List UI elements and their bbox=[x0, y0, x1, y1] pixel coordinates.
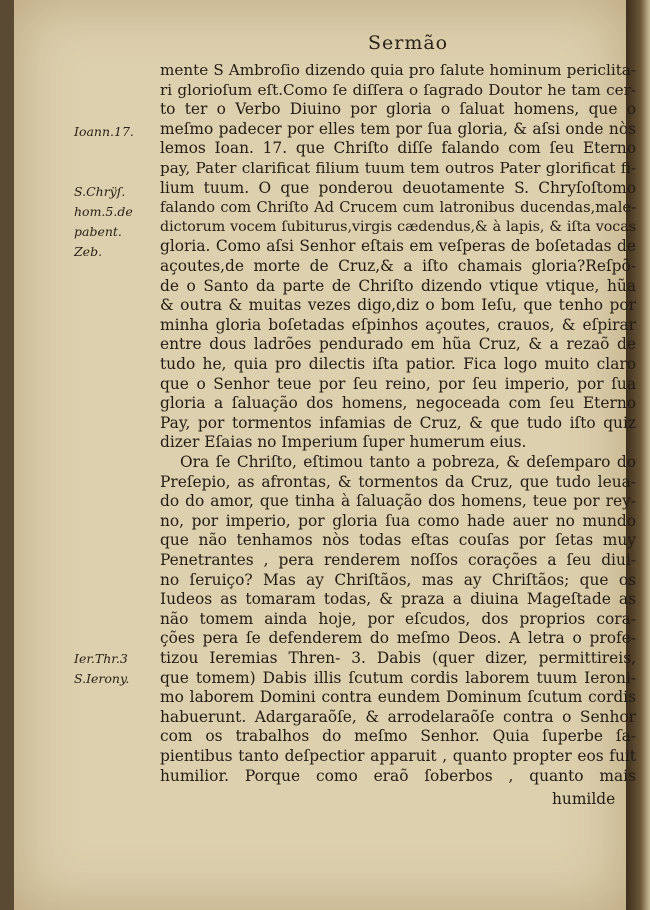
text-line: mo laborem Domini contra eundem Dominum ſcutum cordis bbox=[160, 688, 636, 707]
margin-note: hom.5.de bbox=[74, 204, 133, 219]
text-line: minha gloria boſetadas eſpinhos açoutes, crauos, & eſpirar bbox=[160, 315, 636, 334]
margin-note: pabent. bbox=[74, 224, 122, 239]
text-line: tizou Ieremias Thren- 3. Dabis (quer dizer, permittireis, bbox=[160, 649, 636, 667]
text-line: tudo he, quia pro dilectis iſta patior. Fica logo muito claro bbox=[160, 355, 636, 373]
text-line: açoutes,de morte de Cruz,& a iſto chamais gloria?Reſpõ- bbox=[160, 257, 636, 275]
text-line: pientibus tanto deſpectior apparuit , quanto propter eos fuit bbox=[160, 747, 636, 765]
text-line: humilior. Porque como eraõ ſoberbos , quanto mais bbox=[160, 766, 636, 785]
text-line: dictorum vocem ſubiturus,virgis cædendus,& à lapis, & iſta vocas bbox=[160, 218, 636, 235]
text-line: que o Senhor teue por ſeu reino, por ſeu imperio, por ſua bbox=[160, 374, 636, 393]
margin-note: S.Ierony. bbox=[74, 671, 130, 686]
text-line: ções pera ſe defenderem do meſmo Deos. A letra o profe- bbox=[160, 629, 636, 648]
text-line: Ora ſe Chriſto, eſtimou tanto a pobreza, & deſemparo do bbox=[180, 453, 636, 471]
text-line: entre dous ladrões pendurado em hũa Cruz, & a rezaõ de bbox=[160, 335, 636, 354]
catchword: humilde bbox=[552, 790, 616, 808]
text-line: falando com Chriſto Ad Crucem cum latronibus ducendas,male- bbox=[160, 199, 636, 217]
margin-note: Zeb. bbox=[74, 244, 103, 259]
text-line: Preſepio, as afrontas, & tormentos da Cruz, que tudo leua- bbox=[160, 472, 636, 491]
text-line: habuerunt. Adargaraõſe, & arrodelaraõſe contra o Senhor bbox=[160, 707, 636, 726]
running-header: Sermão bbox=[368, 32, 449, 54]
margin-note: Ioann.17. bbox=[74, 124, 134, 139]
text-line: mente S Ambroſio dizendo quia pro ſalute hominum periclita- bbox=[160, 61, 636, 79]
text-line: meſmo padecer por elles tem por ſua gloria, & aſsi onde nòs bbox=[160, 119, 636, 138]
margin-note: S.Chrÿſ. bbox=[74, 184, 126, 199]
text-line: gloria a ſaluação dos homens, negoceada com ſeu Eterno bbox=[160, 394, 636, 413]
text-line: que não tenhamos nòs todas eſtas couſas por ſetas muy bbox=[160, 531, 636, 550]
text-line: no, por imperio, por gloria ſua como hade auer no mundo bbox=[160, 511, 636, 530]
text-line: gloria. Como aſsi Senhor eſtais em veſperas de boſetadas de bbox=[160, 237, 636, 256]
text-line: dizer Eſaias no Imperium ſuper humerum eius. bbox=[160, 433, 527, 452]
text-line: do do amor, que tinha à ſaluação dos homens, teue por rey- bbox=[160, 492, 636, 511]
text-line: de o Santo da parte de Chriſto dizendo vtique vtique, hũa bbox=[160, 276, 636, 295]
text-line: não tomem ainda hoje, por eſcudos, dos proprios cora- bbox=[160, 609, 636, 628]
text-line: ri glorioſum eſt.Como ſe diſſera o ſagrado Doutor he tam cer- bbox=[160, 80, 636, 99]
margin-note: Ier.Thr.3 bbox=[74, 651, 128, 666]
text-line: lemos Ioan. 17. que Chriſto diſſe falando com ſeu Eterno bbox=[160, 139, 636, 158]
text-line: to ter o Verbo Diuino por gloria o ſaluat homens, que o bbox=[160, 100, 636, 119]
text-line: no ſeruiço? Mas ay Chriſtãos, mas ay Chriſtãos; que os bbox=[160, 570, 636, 589]
text-line: pay, Pater clarificat filium tuum tem outros Pater glorificat fi- bbox=[160, 159, 636, 177]
text-line: Iudeos as tomaram todas, & praza a diuina Mageſtade as bbox=[160, 590, 636, 609]
text-line: que tomem) Dabis illis ſcutum cordis laborem tuum Ieroni- bbox=[160, 668, 636, 687]
text-line: com os trabalhos do meſmo Senhor. Quia ſuperbe ſa- bbox=[160, 727, 636, 746]
text-line: lium tuum. O que ponderou deuotamente S. Chryſoſtomo bbox=[160, 178, 636, 197]
text-line: Penetrantes , pera renderem noſſos corações a ſeu diui- bbox=[160, 551, 636, 569]
book-page bbox=[14, 0, 636, 910]
text-line: & outra & muitas vezes digo,diz o bom Ieſu, que tenho por bbox=[160, 296, 636, 315]
text-line: Pay, por tormentos infamias de Cruz, & que tudo iſto quiz bbox=[160, 413, 636, 432]
